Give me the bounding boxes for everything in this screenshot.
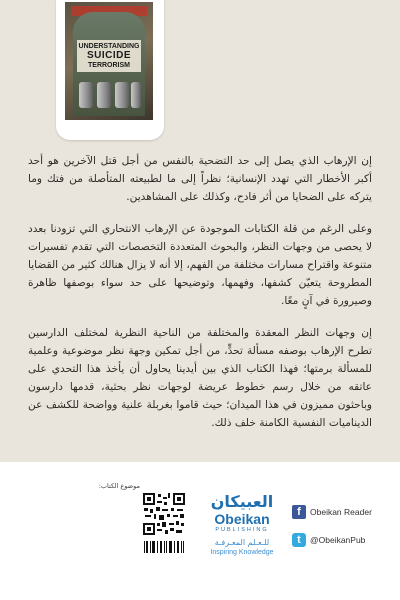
- cover-subtitle: UNDERSTANDING: [78, 43, 140, 50]
- twitter-label: @ObeikanPub: [310, 535, 366, 545]
- canister-illustration: [79, 82, 93, 108]
- logo-tagline-arabic: للـعـلم المعـرفـة: [214, 538, 270, 547]
- barcode-strip: [142, 540, 186, 554]
- cover-title-line2: TERRORISM: [88, 62, 130, 69]
- book-subject-label: موضوع الكتاب:: [98, 482, 140, 490]
- logo-latin: Obeikan: [214, 511, 270, 527]
- twitter-icon: t: [292, 533, 306, 547]
- blurb-paragraph-2: وعلى الرغم من قلة الكتابات الموجودة عن الإرهاب الانتحاري التي تزودنا بعدد لا يحصى من وجهات النظر، والبحوث المتعددة التخصصات التي تقدم تفسيرات متنوعة واقتراح مسارات مختلفة من الفهم، إلا أنه لا يزال هنالك كثير من القضايا المطروحة يتعيّن كشفها، وفهمها، وتوضيحها على حد سواء بوصفها ظاهرة وصيرورة في آنٍ معًا.: [28, 223, 372, 307]
- book-cover-image: [65, 2, 153, 120]
- canister-illustration: [97, 82, 111, 108]
- facebook-link[interactable]: [292, 504, 392, 520]
- twitter-link[interactable]: [292, 532, 392, 548]
- cover-title-band: [77, 40, 141, 72]
- blurb-paragraph-1: إن الإرهاب الذي يصل إلى حد التضحية بالنفس من أجل قتل الآخرين هو أحد أكبر الأخطار التي تهدد الإنسانية؛ نظراً إلى ما لطبيعته المتأصلة من فتك وما يتركه على الضحايا من أثر فادح، وكذلك على المشاهدين.: [28, 155, 372, 203]
- logo-tagline-english: Inspiring Knowledge: [210, 549, 274, 556]
- footer-band: [0, 462, 400, 600]
- facebook-label: Obeikan Reader: [310, 507, 372, 517]
- canister-illustration: [115, 82, 129, 108]
- back-cover-blurb: [28, 152, 372, 446]
- cover-thumbnail-frame: [56, 0, 164, 140]
- obeikan-logo: [200, 492, 284, 562]
- logo-publishing: PUBLISHING: [215, 527, 269, 533]
- blurb-paragraph-3: إن وجهات النظر المعقدة والمختلفة من الناحية النظرية لمختلف الدارسين تطرح الإرهاب بوصفه مسألة تحدٍّ، من أجل تمكين وجهة نظر موضوعية وعلمية للمسألة برمتها؛ فهذا الكتاب الذي بين أيدينا يحاول أن يأخذ هذا التحدي على عاتقه من خلال رسم خطوط عريضة لوجهات نظر بحثية، قدمها دارسون وباحثون مميزون في هذا الميدان؛ حيث قاموا بغربلة علنية وواضحة للكشف عن الديناميات النفسية الكامنة خلف ذلك.: [28, 327, 372, 429]
- qr-code: [142, 492, 186, 536]
- facebook-icon: f: [292, 505, 306, 519]
- cover-title-line1: SUICIDE: [86, 50, 132, 61]
- logo-arabic: العبيكان: [210, 492, 274, 511]
- canister-illustration: [131, 82, 141, 108]
